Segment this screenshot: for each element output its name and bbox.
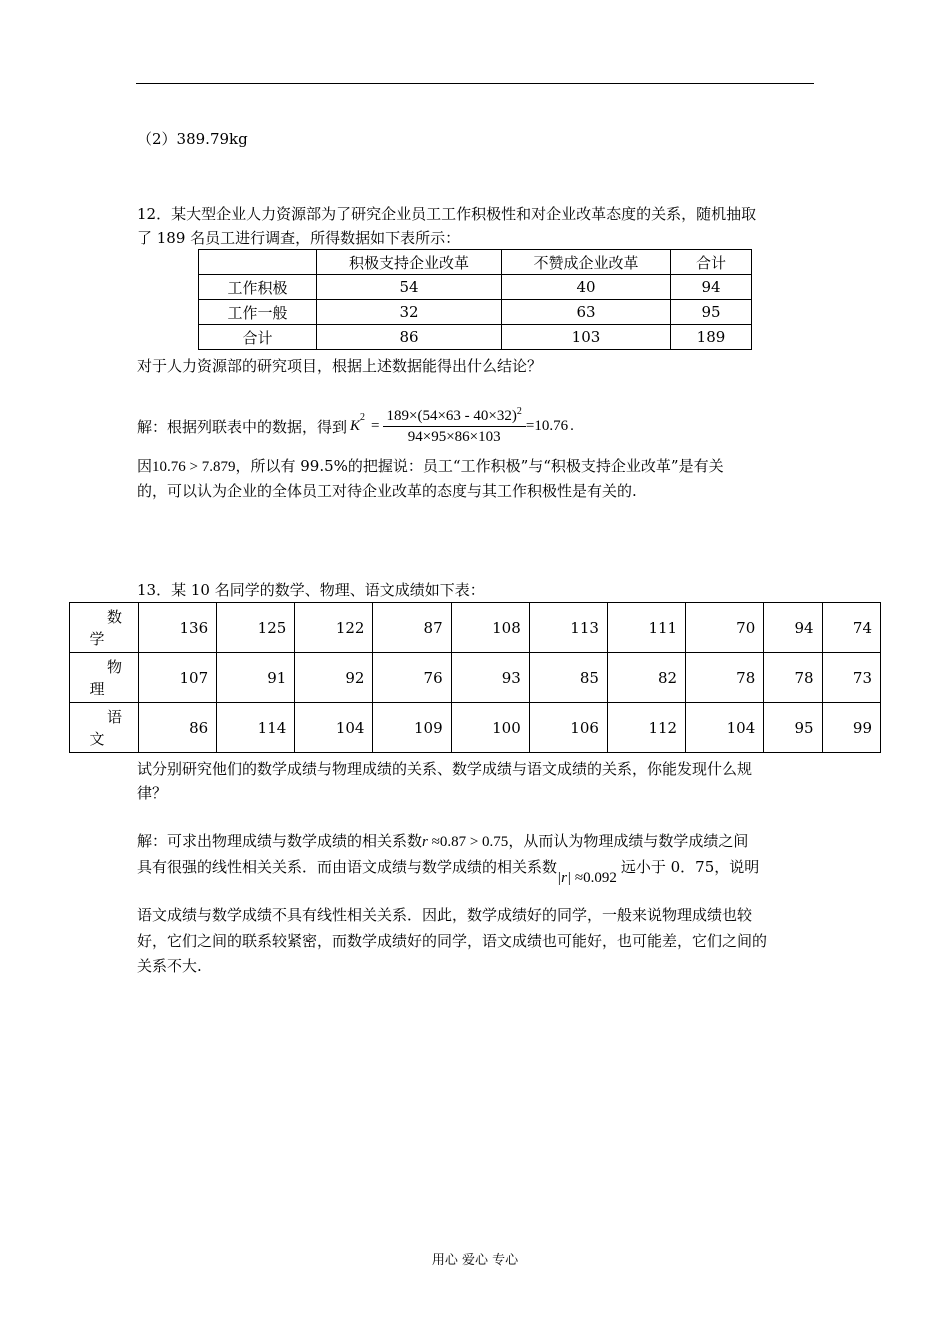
- table-cell: 93: [451, 653, 529, 703]
- table-cell: 86: [317, 325, 502, 350]
- k-exponent: 2: [360, 412, 366, 423]
- table-cell: 94: [671, 275, 752, 300]
- solution-suffix: 远小于 0．75，说明: [620, 858, 760, 876]
- table-row: [70, 703, 881, 753]
- table-cell: 100: [451, 703, 529, 753]
- conclusion-prefix: 因: [137, 457, 153, 475]
- table-cell: 91: [217, 653, 295, 703]
- table-cell: 63: [502, 300, 671, 325]
- table-cell: 32: [317, 300, 502, 325]
- label-top: 物: [106, 657, 122, 676]
- solution-suffix: ，从而认为物理成绩与数学成绩之间: [508, 832, 749, 850]
- label-top: 数: [106, 607, 122, 626]
- q12-contingency-table: [198, 249, 752, 350]
- q12-question: 对于人力资源部的研究项目，根据上述数据能得出什么结论？: [137, 357, 543, 375]
- row-label-physics: [70, 653, 139, 703]
- table-header-cell: 不赞成企业改革: [502, 250, 671, 275]
- fraction-numerator: [383, 406, 526, 427]
- table-cell: 92: [295, 653, 373, 703]
- table-cell: 95: [764, 703, 822, 753]
- row-label-math: [70, 603, 139, 653]
- abs-r-symbol: |r|: [557, 870, 572, 886]
- label-bottom: 理: [89, 679, 105, 698]
- table-cell: 109: [373, 703, 451, 753]
- q12-conclusion-line1: [137, 455, 724, 476]
- table-row: [70, 603, 881, 653]
- q13-solution-line4: 好，它们之间的联系较紧密，而数学成绩好的同学，语文成绩也可能好，也可能差，它们之间的: [137, 932, 768, 950]
- table-row: [199, 300, 752, 325]
- table-cell: 114: [217, 703, 295, 753]
- k-result: =10.76: [525, 417, 569, 434]
- numerator-exponent: 2: [516, 406, 522, 417]
- table-cell: 78: [686, 653, 764, 703]
- table-cell: 99: [822, 703, 880, 753]
- table-header-cell: 合计: [671, 250, 752, 275]
- label-bottom: 学: [89, 629, 105, 648]
- equals-sign: =: [371, 417, 380, 434]
- table-cell: 113: [529, 603, 607, 653]
- table-cell: 108: [451, 603, 529, 653]
- q13-solution-line2: [137, 856, 760, 886]
- label-top: 语: [106, 707, 122, 726]
- q12-stem-line1: 12．某大型企业人力资源部为了研究企业员工工作积极性和对企业改革态度的关系，随机抽取: [137, 205, 757, 223]
- row-label-chinese: [70, 703, 139, 753]
- table-cell: 103: [502, 325, 671, 350]
- q13-solution-line1: [137, 830, 748, 851]
- table-row-label: 合计: [199, 325, 317, 350]
- abs-r-value: ≈0.092: [571, 870, 617, 886]
- table-cell: 112: [607, 703, 685, 753]
- table-cell: 104: [686, 703, 764, 753]
- r-value: ≈0.87 > 0.75: [427, 834, 509, 850]
- table-cell: 76: [373, 653, 451, 703]
- q13-question-line2: 律？: [137, 784, 168, 802]
- solution-prefix: 具有很强的线性相关关系．而由语文成绩与数学成绩的相关系数: [137, 858, 558, 876]
- table-cell: 40: [502, 275, 671, 300]
- q13-scores-table: [69, 602, 881, 753]
- r-symbol: r: [422, 834, 428, 850]
- table-cell: 74: [822, 603, 880, 653]
- table-row: [199, 325, 752, 350]
- solution-prefix: 解：根据列联表中的数据，得到: [137, 417, 348, 436]
- k-squared-fraction: [383, 406, 526, 446]
- table-header-row: [199, 250, 752, 275]
- q12-stem-line2: 了 189 名员工进行调查，所得数据如下表所示：: [137, 229, 461, 247]
- table-cell: 94: [764, 603, 822, 653]
- table-cell: 122: [295, 603, 373, 653]
- q13-stem: 13．某 10 名同学的数学、物理、语文成绩如下表：: [137, 581, 485, 599]
- table-cell: 86: [139, 703, 217, 753]
- table-cell: 106: [529, 703, 607, 753]
- table-cell: 54: [317, 275, 502, 300]
- page-footer: 用心 爱心 专心: [431, 1253, 519, 1268]
- q13-solution-line3: 语文成绩与数学成绩不具有线性相关关系．因此，数学成绩好的同学，一般来说物理成绩也较: [137, 906, 753, 924]
- table-cell: 189: [671, 325, 752, 350]
- q13-solution-line5: 关系不大.: [137, 957, 202, 975]
- k-symbol: K: [350, 417, 361, 434]
- table-row-label: 工作一般: [199, 300, 317, 325]
- previous-answer: （2）389.79kg: [137, 130, 248, 148]
- q12-solution-formula: [137, 402, 574, 450]
- table-cell: 104: [295, 703, 373, 753]
- table-cell: 107: [139, 653, 217, 703]
- numerator-text: 189×(54×63 - 40×32): [386, 408, 517, 424]
- header-rule: [136, 83, 814, 84]
- table-header-cell: 积极支持企业改革: [317, 250, 502, 275]
- row-label: [74, 606, 134, 650]
- table-cell: 73: [822, 653, 880, 703]
- table-cell: 95: [671, 300, 752, 325]
- q12-conclusion-line2: 的，可以认为企业的全体员工对待企业改革的态度与其工作积极性是有关的.: [137, 482, 637, 500]
- table-cell: 70: [686, 603, 764, 653]
- row-label: [74, 706, 134, 750]
- k-result-period: .: [570, 417, 574, 434]
- table-cell: 111: [607, 603, 685, 653]
- table-cell: 85: [529, 653, 607, 703]
- table-cell: 125: [217, 603, 295, 653]
- row-label: [74, 656, 134, 700]
- table-header-cell: [199, 250, 317, 275]
- table-row: [70, 653, 881, 703]
- conclusion-comparison: 10.76 > 7.879: [152, 459, 236, 475]
- solution-prefix: 解：可求出物理成绩与数学成绩的相关系数: [137, 832, 423, 850]
- table-cell: 87: [373, 603, 451, 653]
- table-cell: 136: [139, 603, 217, 653]
- table-row: [199, 275, 752, 300]
- conclusion-suffix: ，所以有 99.5%的把握说：员工“工作积极”与“积极支持企业改革”是有关: [235, 457, 724, 475]
- label-bottom: 文: [89, 729, 105, 748]
- q13-question-line1: 试分别研究他们的数学成绩与物理成绩的关系、数学成绩与语文成绩的关系，你能发现什么规: [137, 760, 753, 778]
- table-cell: 82: [607, 653, 685, 703]
- fraction-denominator: 94×95×86×103: [407, 429, 501, 445]
- table-cell: 78: [764, 653, 822, 703]
- table-row-label: 工作积极: [199, 275, 317, 300]
